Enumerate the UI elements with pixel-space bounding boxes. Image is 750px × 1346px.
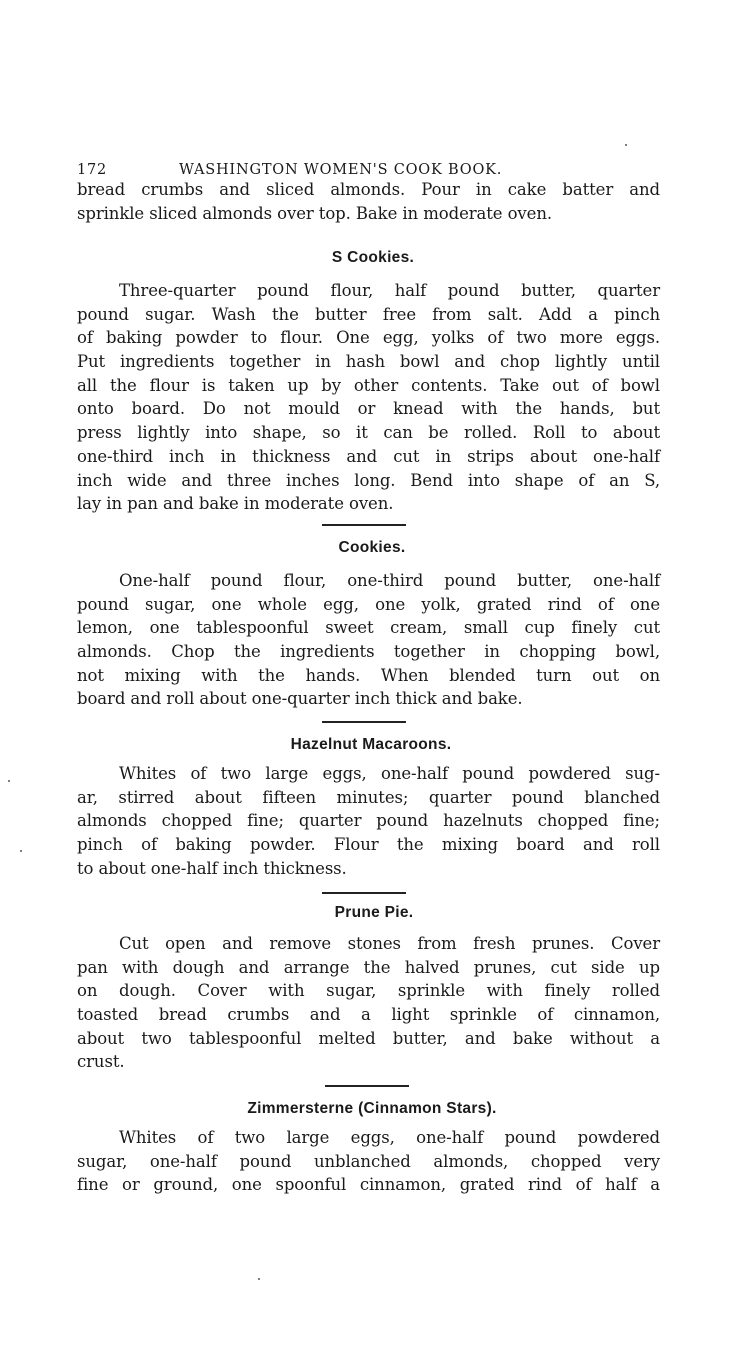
- text-line: pinch of baking powder. Flour the mixing board and roll: [77, 835, 660, 855]
- text-line: onto board. Do not mould or knead with the hands, but: [77, 399, 660, 419]
- text-line: Cut open and remove stones from fresh prunes. Cover: [119, 934, 660, 953]
- text-line: ar, stirred about fifteen minutes; quarter pound blanched: [77, 787, 660, 807]
- section-divider: [322, 892, 406, 894]
- text-line: Whites of two large eggs, one-half pound powdered sug-: [119, 764, 660, 783]
- text-line: pan with dough and arrange the halved prunes, cut side up: [77, 957, 660, 977]
- section-divider: [322, 721, 406, 723]
- text-line: pound sugar. Wash the butter free from salt. Add a pinch: [77, 304, 660, 324]
- recipe-body: [77, 1126, 660, 1197]
- recipe-title: Hazelnut Macaroons.: [290, 736, 452, 753]
- recipe-body: [77, 762, 660, 880]
- scan-speck: [8, 780, 10, 782]
- text-line: crust.: [77, 1052, 125, 1072]
- text-line: bread crumbs and sliced almonds. Pour in cake batter and: [77, 180, 660, 199]
- text-line: sugar, one-half pound unblanched almonds, chopped very: [77, 1151, 660, 1171]
- text-line: to about one-half inch thickness.: [77, 858, 347, 878]
- text-line: lemon, one tablespoonful sweet cream, small cup finely cut: [77, 618, 660, 638]
- recipe-title: S Cookies.: [331, 249, 415, 266]
- recipe-body: [77, 279, 660, 516]
- recipe-title: Cookies.: [338, 539, 406, 556]
- section-divider: [322, 524, 406, 526]
- text-line: fine or ground, one spoonful cinnamon, grated rind of half a: [77, 1175, 660, 1195]
- page-number: 172: [77, 162, 108, 178]
- intro-paragraph: [77, 178, 660, 225]
- text-line: press lightly into shape, so it can be rolled. Roll to about: [77, 423, 660, 443]
- text-line: almonds chopped fine; quarter pound hazelnuts chopped fine;: [77, 811, 660, 831]
- text-line: Whites of two large eggs, one-half pound powdered: [119, 1128, 660, 1147]
- recipe-title: Prune Pie.: [334, 904, 414, 921]
- text-line: One-half pound flour, one-third pound butter, one-half: [119, 571, 660, 590]
- text-line: toasted bread crumbs and a light sprinkle of cinnamon,: [77, 1005, 660, 1025]
- recipe-body: [77, 932, 660, 1074]
- text-line: pound sugar, one whole egg, one yolk, grated rind of one: [77, 594, 660, 614]
- recipe-title: Zimmersterne (Cinnamon Stars).: [247, 1100, 497, 1117]
- text-line: not mixing with the hands. When blended turn out on: [77, 665, 660, 685]
- text-line: board and roll about one-quarter inch thick and bake.: [77, 689, 523, 709]
- text-line: about two tablespoonful melted butter, and bake without a: [77, 1028, 660, 1048]
- scan-speck: [258, 1278, 260, 1280]
- text-line: all the flour is taken up by other contents. Take out of bowl: [77, 375, 660, 395]
- text-line: almonds. Chop the ingredients together in chopping bowl,: [77, 642, 660, 662]
- text-line: Three-quarter pound flour, half pound butter, quarter: [119, 281, 660, 300]
- text-line: one-third inch in thickness and cut in strips about one-half: [77, 446, 660, 466]
- scan-speck: [20, 850, 22, 852]
- recipe-body: [77, 569, 660, 711]
- text-line: of baking powder to flour. One egg, yolks of two more eggs.: [77, 328, 660, 348]
- text-line: sprinkle sliced almonds over top. Bake in moderate oven.: [77, 203, 552, 223]
- text-line: Put ingredients together in hash bowl and chop lightly until: [77, 352, 660, 372]
- running-title: WASHINGTON WOMEN'S COOK BOOK.: [179, 162, 503, 178]
- scan-speck: [625, 144, 627, 146]
- text-line: lay in pan and bake in moderate oven.: [77, 494, 394, 514]
- text-line: inch wide and three inches long. Bend into shape of an S,: [77, 470, 660, 490]
- section-divider: [325, 1085, 409, 1087]
- text-line: on dough. Cover with sugar, sprinkle with finely rolled: [77, 981, 660, 1001]
